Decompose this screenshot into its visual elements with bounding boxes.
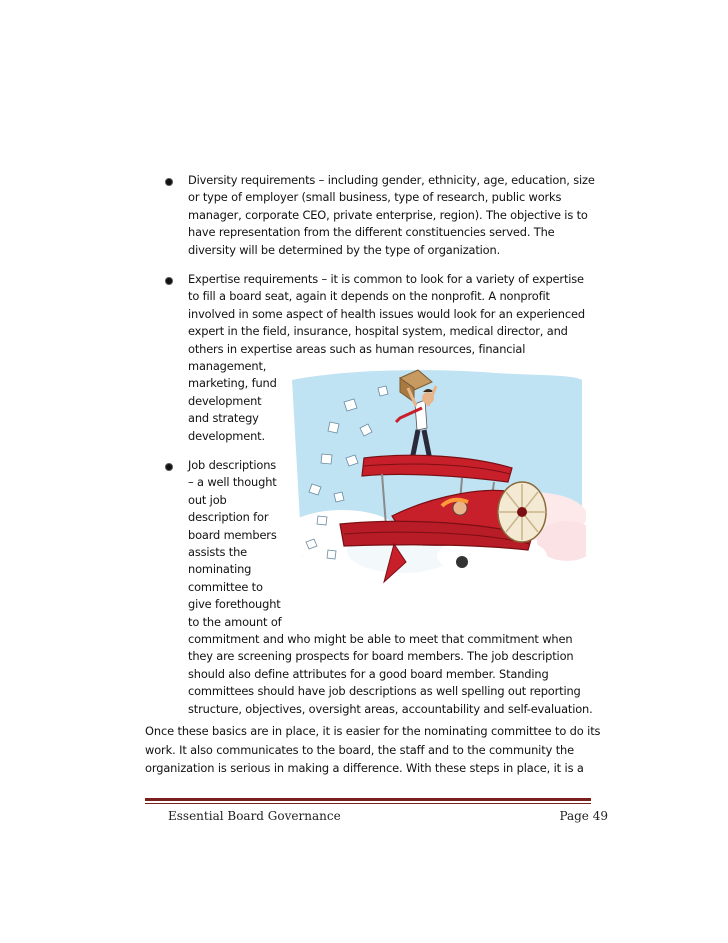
bullet-line: others in expertise areas such as human resources, financial (188, 341, 526, 356)
bullet-line: out job (188, 492, 227, 507)
bullet-line: diversity will be determined by the type of organization. (188, 242, 501, 257)
bullet-line: committees should have job descriptions as well spelling out reporting (188, 684, 581, 699)
bullet-line: development. (188, 428, 265, 443)
bullet-dot-icon (166, 464, 172, 470)
bullet-line: assists the (188, 545, 248, 559)
bullet-line: Diversity requirements – including gender, ethnicity, age, education, size (188, 173, 595, 187)
bullet-line: nominating (188, 562, 252, 577)
bullet-line: give forethought (188, 597, 281, 612)
bullet-line: involved in some aspect of health issues would look for an experienced (188, 306, 585, 321)
body-paragraph-line: work. It also communicates to the board, the staff and to the community the (145, 742, 575, 757)
body-paragraph-line: Once these basics are in place, it is easier for the nominating committee to do its (145, 724, 601, 738)
bullet-line: development (188, 393, 262, 408)
bullet-line: they are screening prospects for board members. The job description (188, 649, 574, 664)
footer-rule (145, 798, 591, 801)
bullet-line: committee to (188, 579, 263, 594)
bullet-line: structure, objectives, oversight areas, accountability and self-evaluation. (188, 701, 593, 716)
bullet-dot-icon (166, 278, 172, 284)
bullet-line: management, (188, 359, 267, 373)
bullet-line: Expertise requirements – it is common to look for a variety of expertise (188, 272, 584, 286)
bullet-line: marketing, fund (188, 376, 277, 391)
bullet-line: have representation from the different constituencies served. The (188, 225, 555, 240)
bullet-line: to fill a board seat, again it depends on the nonprofit. A nonprofit (188, 289, 550, 304)
bullet-line: commitment and who might be able to meet that commitment when (188, 632, 573, 646)
biplane-clipart-illustration (282, 366, 586, 610)
bullet-line: manager, corporate CEO, private enterprise, region). The objective is to (188, 207, 588, 222)
bullet-line: description for (188, 510, 269, 525)
footer-rule-thin (145, 803, 591, 804)
bullet-dot-icon (166, 179, 172, 185)
bullet-line: should also define attributes for a good board member. Standing (188, 666, 549, 681)
bullet-line: board members (188, 527, 277, 542)
bullet-line: Job descriptions (188, 458, 277, 472)
bullet-line: and strategy (188, 411, 259, 426)
bullet-line: expert in the field, insurance, hospital system, medical director, and (188, 324, 568, 339)
bullet-line: to the amount of (188, 614, 282, 629)
bullet-line: or type of employer (small business, type of research, public works (188, 190, 562, 205)
footer-title: Essential Board Governance (168, 809, 341, 823)
bullet-line: – a well thought (188, 475, 277, 490)
page-number: Page 49 (559, 809, 608, 823)
body-paragraph-line: organization is serious in making a difference. With these steps in place, it is a (145, 761, 584, 776)
